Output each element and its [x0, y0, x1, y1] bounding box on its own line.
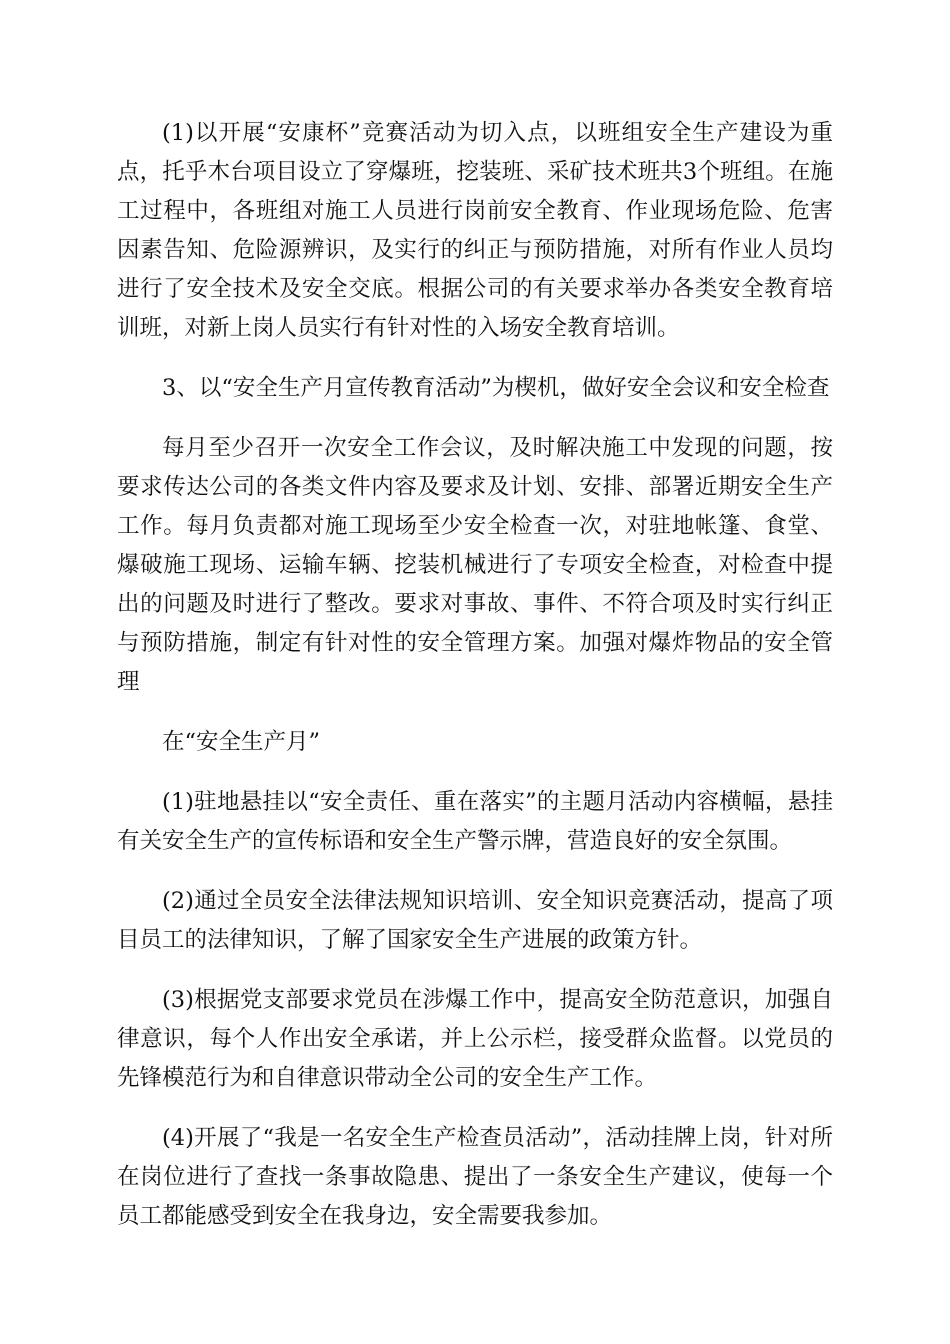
paragraph-party-members: (3)根据党支部要求党员在涉爆工作中，提高安全防范意识，加强自律意识，每个人作出安全承诺，并上公示栏，接受群众监督。以党员的先锋模范行为和自律意识带动全公司的安全生产工作。	[117, 987, 833, 1091]
paragraph-inspector-activity: (4)开展了“我是一名安全生产检查员活动”，活动挂牌上岗，针对所在岗位进行了查找一条事故隐患、提出了一条安全生产建议，使每一个员工都能感受到安全在我身边，安全需要我参加。	[117, 1125, 833, 1229]
paragraph-safety-month-intro: 在“安全生产月”	[162, 729, 321, 755]
paragraph-law-training: (2)通过全员安全法律法规知识培训、安全知识竞赛活动，提高了项目员工的法律知识，了解了国家安全生产进展的政策方针。	[117, 888, 833, 953]
document-body	[117, 114, 833, 1257]
section-heading-safety-month: 3、以“安全生产月宣传教育活动”为楔机，做好安全会议和安全检查	[162, 375, 830, 401]
paragraph-banner-slogans: (1)驻地悬挂以“安全责任、重在落实”的主题月活动内容横幅，悬挂有关安全生产的宣传标语和安全生产警示牌，营造良好的安全氛围。	[117, 789, 833, 854]
paragraph-anzhuangbei-activity: (1)以开展“安康杯”竞赛活动为切入点，以班组安全生产建设为重点，托乎木台项目设立了穿爆班，挖装班、采矿技术班共3个班组。在施工过程中，各班组对施工人员进行岗前安全教育、作业现场危险、危害因素告知、危险源辨识，及实行的纠正与预防措施，对所有作业人员均进行了安全技术及安全交底。根据公司的有关要求举办各类安全教育培训班，对新上岗人员实行有针对性的入场安全教育培训。	[117, 120, 833, 341]
paragraph-monthly-meetings: 每月至少召开一次安全工作会议，及时解决施工中发现的问题，按要求传达公司的各类文件内容及要求及计划、安排、部署近期安全生产工作。每月负责都对施工现场至少安全检查一次，对驻地帐篷、食堂、爆破施工现场、运输车辆、挖装机械进行了专项安全检查，对检查中提出的问题及时进行了整改。要求对事故、事件、不符合项及时实行纠正与预防措施，制定有针对性的安全管理方案。加强对爆炸物品的安全管理	[117, 435, 833, 695]
